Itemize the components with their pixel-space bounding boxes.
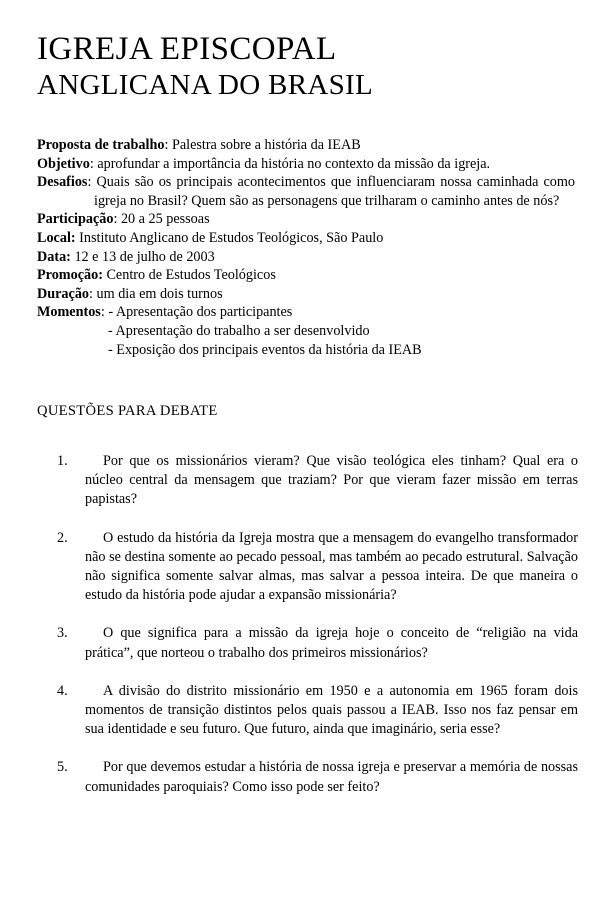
meta-value-participacao: 20 a 25 pessoas	[120, 211, 210, 228]
meta-separator-objetivo: :	[89, 155, 98, 172]
meta-value-promocao: Centro de Estudos Teológicos	[106, 267, 276, 284]
question-item	[37, 624, 578, 662]
question-item	[37, 682, 578, 740]
meta-value-proposta: Palestra sobre a história da IEAB	[171, 137, 361, 153]
question-text: A divisão do distrito missionário em 1950 e a autonomia em 1965 foram dois momentos de transição distintos pelos quais passou a IEAB. Isso nos faz pensar em sua identidade e seu futuro. Que futuro, ainda que imaginário, seria esse?	[85, 682, 578, 738]
question-number: 5.	[57, 759, 68, 776]
question-item	[37, 758, 578, 796]
meta-row-local	[37, 229, 575, 248]
meta-row-duracao	[37, 285, 575, 304]
meta-separator-duracao: :	[89, 285, 97, 302]
section-heading-questoes: QUESTÕES PARA DEBATE	[37, 403, 218, 419]
meta-separator-desafios: :	[87, 174, 97, 191]
briefing-details	[37, 136, 575, 359]
meta-label-objetivo: Objetivo	[37, 155, 90, 172]
question-number: 4.	[57, 682, 68, 699]
meta-value-data: 12 e 13 de julho de 2003	[74, 248, 215, 265]
meta-value-local: Instituto Anglicano de Estudos Teológicos, São Paulo	[79, 229, 384, 246]
question-text: Por que os missionários vieram? Que visão teológica eles tinham? Qual era o núcleo central da mensagem que traziam? Por que vieram fazer missão em terras papistas?	[85, 453, 578, 508]
meta-value-desafios: Quais são os principais acontecimentos que influenciaram nossa caminhada como igreja no Brasil? Quem são as personagens que trilharam o caminho antes de nós?	[94, 174, 575, 209]
meta-row-objetivo	[37, 155, 575, 174]
meta-label-local: Local:	[37, 229, 76, 246]
meta-label-participacao: Participação	[37, 211, 114, 228]
meta-value-momentos: - Apresentação dos participantes	[108, 304, 293, 321]
meta-label-proposta: Proposta de trabalho	[37, 137, 165, 153]
question-item	[37, 452, 578, 510]
meta-label-promocao: Promoção:	[37, 267, 103, 284]
question-text: Por que devemos estudar a história de nossa igreja e preservar a memória de nossas comunidades paroquiais? Como isso pode ser feito?	[85, 759, 578, 795]
meta-separator-momentos: :	[100, 304, 109, 321]
meta-label-duracao: Duração	[37, 285, 90, 302]
question-item	[37, 529, 578, 606]
meta-value-duracao: um dia em dois turnos	[96, 285, 223, 302]
question-number: 1.	[57, 453, 68, 469]
meta-label-momentos: Momentos	[37, 304, 101, 321]
organization-title-line-2: ANGLICANA DO BRASIL	[37, 69, 373, 101]
meta-value-objetivo: aprofundar a importância da história no contexto da missão da igreja.	[97, 155, 491, 172]
meta-separator-participacao: :	[113, 211, 121, 228]
meta-row-data	[37, 248, 575, 267]
moment-sub-item: - Apresentação do trabalho a ser desenvolvido	[108, 322, 370, 339]
meta-label-desafios: Desafios	[37, 174, 88, 191]
organization-title-line-1: IGREJA EPISCOPAL	[37, 31, 337, 67]
question-text: O que significa para a missão da igreja hoje o conceito de “religião na vida prática”, que norteou o trabalho dos primeiros missionários?	[85, 625, 578, 661]
meta-row-promocao	[37, 266, 575, 285]
meta-row-desafios	[37, 173, 575, 210]
meta-row-proposta	[37, 136, 575, 155]
meta-row-participacao	[37, 210, 575, 229]
masthead	[37, 30, 577, 102]
moment-sub-item: - Exposição dos principais eventos da história da IEAB	[108, 341, 422, 358]
question-number: 2.	[57, 529, 68, 546]
question-text: O estudo da história da Igreja mostra que a mensagem do evangelho transformador não se destina somente ao pecado pessoal, mas também ao pecado estrutural. Salvação não significa somente salvar almas, mas salvar a pessoa inteira. De que maneira o estudo da história pode ajudar a expansão missionária?	[85, 529, 578, 604]
meta-separator-proposta: :	[164, 137, 172, 153]
question-number: 3.	[57, 625, 68, 642]
meta-row-momentos	[37, 303, 575, 322]
meta-label-data: Data:	[37, 248, 71, 265]
questions-list	[37, 452, 578, 797]
